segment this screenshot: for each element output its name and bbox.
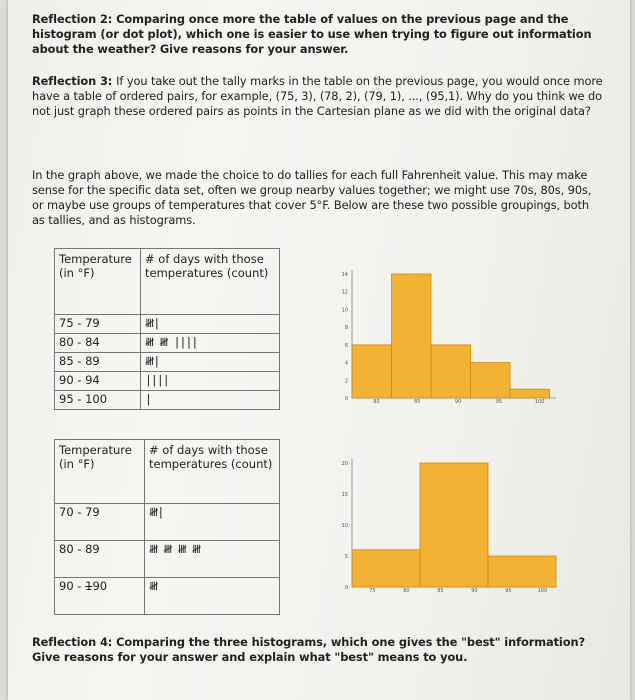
table1-range: 80 - 84 [55, 334, 141, 353]
table1-header-temperature: Temperature (in °F) [55, 249, 141, 315]
reflection-3-label: Reflection 3: [32, 74, 113, 88]
x-tick-label: 100 [534, 399, 545, 405]
reflection-4-text: Comparing the three histograms, which one gives the "best" information? Give reasons for your answer and explain what "best" means to you. [32, 635, 585, 664]
y-tick-label: 0 [344, 585, 348, 591]
table2-tally: 𝍸| [145, 504, 280, 541]
x-tick-label: 85 [437, 588, 444, 594]
histogram-bar [352, 345, 392, 398]
reflection-3 [32, 74, 604, 119]
table1-tally: 𝍸| [141, 315, 280, 334]
histogram-bar [352, 550, 420, 587]
x-tick-label: 80 [373, 399, 380, 405]
y-tick-label: 14 [341, 272, 348, 278]
histogram-bar [392, 274, 432, 398]
table2-range [55, 578, 145, 615]
y-tick-label: 8 [344, 325, 348, 332]
y-tick-label: 0 [344, 396, 348, 402]
histogram-bar [510, 389, 550, 398]
x-tick-label: 85 [414, 399, 421, 405]
worksheet-page [8, 0, 630, 700]
table1-range: 95 - 100 [55, 391, 141, 410]
x-tick-label: 95 [505, 588, 512, 594]
y-tick-label: 10 [341, 307, 348, 314]
table1-tally: | [141, 391, 280, 410]
histogram-bar [488, 556, 556, 587]
histogram-10-degree [330, 452, 566, 600]
table2-header-temperature: Temperature (in °F) [55, 440, 145, 504]
x-tick-label: 90 [471, 588, 478, 594]
table2-range-end: 90 [92, 579, 108, 593]
reflection-2 [32, 12, 604, 57]
table2-header-count: # of days with those temperatures (count) [145, 440, 280, 504]
table2-tally: 𝍸 [145, 578, 280, 615]
grouping-paragraph: In the graph above, we made the choice to do tallies for each full Fahrenheit value. This may make sense for the specific data set, often we group nearby values together; we might use 70s, 80s, 90s, or maybe use groups of temperatures that cover 5°F. Below are these two possible groupings, both as tallies, and as histograms. [32, 168, 592, 227]
x-tick-label: 100 [537, 588, 548, 594]
table1-tally: 𝍸 𝍸 |||| [141, 334, 280, 353]
y-tick-label: 15 [341, 492, 348, 498]
reflection-2-text: Comparing once more the table of values on the previous page and the histogram (or dot plot), which one is easier to use when trying to figure out information about the weather? Give reasons for your answer. [32, 12, 592, 56]
tally-table-10-degree [54, 439, 280, 615]
y-tick-label: 12 [341, 289, 348, 296]
reflection-3-text: If you take out the tally marks in the table on the previous page, you would once more have a table of ordered pairs, for example, (75, 3), (78, 2), (79, 1), ..., (95,1). Why do you think we do not just graph these ordered pairs as points in the Cartesian plane as we did with the original data? [32, 74, 603, 118]
reflection-4 [32, 635, 604, 665]
y-tick-label: 10 [341, 523, 348, 529]
x-tick-label: 75 [369, 588, 376, 594]
tally-table-5-degree [54, 248, 280, 410]
table1-range: 85 - 89 [55, 353, 141, 372]
table2-range-struck: 1 [85, 579, 93, 593]
histogram-bar [431, 345, 471, 398]
y-tick-label: 4 [344, 360, 348, 367]
x-tick-label: 80 [403, 588, 410, 594]
y-tick-label: 20 [341, 461, 348, 467]
x-tick-label: 95 [495, 399, 503, 405]
table2-tally: 𝍸 𝍸 𝍸 𝍸 [145, 541, 280, 578]
y-tick-label: 2 [344, 378, 348, 385]
histogram-bar [471, 363, 511, 398]
table1-header-count: # of days with those temperatures (count) [141, 249, 280, 315]
reflection-4-label: Reflection 4: [32, 635, 113, 649]
y-tick-label: 6 [344, 342, 348, 349]
histogram-bar [420, 463, 488, 587]
table2-range-start: 90 - [59, 579, 86, 593]
table2-range: 70 - 79 [55, 504, 145, 541]
histogram-5-degree [330, 262, 566, 412]
table2-range: 80 - 89 [55, 541, 145, 578]
table1-tally: 𝍸| [141, 353, 280, 372]
reflection-2-label: Reflection 2: [32, 12, 113, 26]
table1-tally: |||| [141, 372, 280, 391]
x-tick-label: 90 [454, 399, 462, 405]
y-tick-label: 5 [344, 554, 348, 560]
table1-range: 75 - 79 [55, 315, 141, 334]
table1-range: 90 - 94 [55, 372, 141, 391]
